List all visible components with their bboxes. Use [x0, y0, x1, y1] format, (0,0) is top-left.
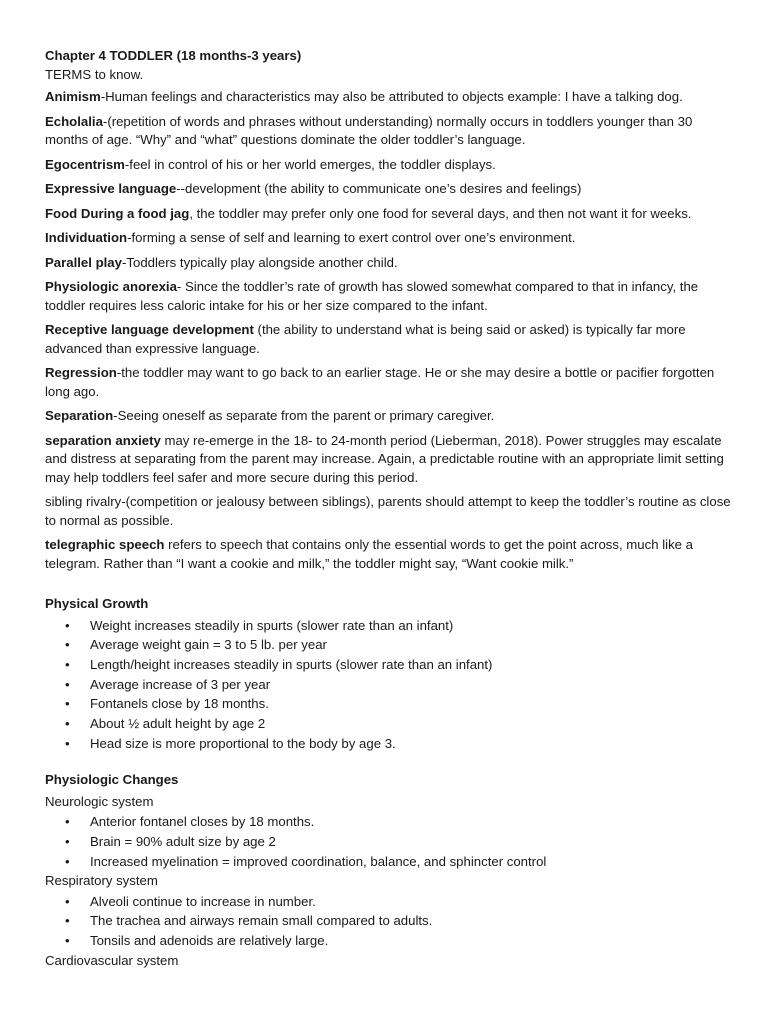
- bullet-item: • Weight increases steadily in spurts (slower rate than an infant): [45, 617, 735, 636]
- term-text: forming a sense of self and learning to exert control over one’s environment.: [131, 230, 576, 245]
- term-name: Receptive language development: [45, 322, 254, 337]
- term-text: feel in control of his or her world emerges, the toddler displays.: [129, 156, 496, 172]
- respiratory-system-list: [45, 893, 735, 951]
- bullet-item: • Average weight gain = 3 to 5 lb. per year: [45, 636, 735, 655]
- bullet-item: • Alveoli continue to increase in number.: [45, 893, 735, 912]
- document-content: [45, 47, 735, 970]
- term-name: Individuation: [45, 230, 128, 245]
- term-definition: [45, 156, 735, 175]
- physiologic-changes-heading: Physiologic Changes: [45, 772, 179, 788]
- physical-growth-heading: Physical Growth: [45, 596, 149, 611]
- term-name: Food During a food jag: [45, 205, 190, 221]
- terms-heading: TERMS to know.: [45, 66, 144, 82]
- term-text: Since the toddler’s rate of growth has slowed somewhat compared to that in infancy, the toddler requires less caloric intake for his or her size compared to the infant.: [45, 279, 699, 313]
- bullet-item: • Average increase of 3 per year: [45, 676, 735, 695]
- term-text: Seeing oneself as separate from the parent or primary caregiver.: [117, 408, 495, 423]
- term-text: (repetition of words and phrases without understanding) normally occurs in toddlers younger than 30 months of age. “Why” and “what” questions dominate the older toddler’s language.: [45, 113, 693, 147]
- term-definition: [45, 180, 735, 199]
- term-name: Physiologic anorexia: [45, 279, 177, 294]
- bullet-item: • Head size is more proportional to the body by age 3.: [45, 735, 735, 754]
- term-text: the toddler may want to go back to an earlier stage. He or she may desire a bottle or pacifier forgotten long ago.: [45, 365, 715, 399]
- bullet-item: • The trachea and airways remain small compared to adults.: [45, 912, 735, 931]
- term-name: Egocentrism: [45, 156, 125, 172]
- term-definition: [45, 407, 735, 426]
- terms-list: [45, 88, 735, 573]
- term-name: Parallel play: [45, 254, 122, 270]
- term-definition: [45, 88, 735, 107]
- term-name: Separation: [45, 408, 114, 423]
- term-separator: -: [116, 365, 122, 380]
- term-separator: -: [113, 408, 118, 423]
- neurologic-system-label: Neurologic system: [45, 793, 154, 809]
- term-separator: -: [121, 254, 127, 270]
- term-definition: [45, 278, 735, 315]
- term-separator: -: [102, 113, 108, 129]
- physical-growth-list: [45, 617, 735, 754]
- term-name: Regression: [45, 365, 117, 380]
- term-text: development (the ability to communicate one’s desires and feelings): [185, 181, 582, 196]
- term-definition: [45, 113, 735, 150]
- term-separator: -: [124, 156, 130, 172]
- bullet-item: • About ½ adult height by age 2: [45, 715, 735, 734]
- term-text: may re-emerge in the 18- to 24-month period (Lieberman, 2018). Power struggles may escalate and distress at separating from the parent may increase. Again, a predictable routine with an appropriate limit setting may help toddlers feel safer and more secure during this period.: [45, 432, 724, 485]
- term-name: telegraphic speech: [45, 537, 165, 552]
- term-separator: -: [100, 89, 106, 104]
- term-name: Echolalia: [45, 113, 103, 129]
- bullet-item: • Brain = 90% adult size by age 2: [45, 833, 735, 852]
- term-separator: -: [127, 230, 132, 245]
- term-text: Toddlers typically play alongside another child.: [126, 254, 398, 270]
- term-definition: [45, 432, 735, 488]
- term-definition: [45, 205, 735, 224]
- term-name: separation anxiety: [45, 432, 161, 448]
- term-text: sibling rivalry-(competition or jealousy between siblings), parents should attempt to keep the toddler’s routine as close to normal as possible.: [45, 494, 731, 528]
- term-name: Expressive language: [45, 181, 177, 196]
- term-definition: [45, 493, 735, 530]
- term-definition: [45, 536, 735, 573]
- term-definition: [45, 254, 735, 273]
- bullet-item: • Anterior fontanel closes by 18 months.: [45, 813, 735, 832]
- term-separator: ,: [189, 205, 197, 221]
- term-text: (the ability to understand what is being said or asked) is typically far more advanced than expressive language.: [45, 322, 686, 356]
- bullet-item: • Fontanels close by 18 months.: [45, 695, 735, 714]
- respiratory-system-label: Respiratory system: [45, 873, 158, 889]
- cardiovascular-system-label: Cardiovascular system: [45, 952, 179, 968]
- term-separator: --: [176, 181, 186, 196]
- term-definition: [45, 229, 735, 248]
- term-definition: [45, 364, 735, 401]
- term-text: refers to speech that contains only the essential words to get the point across, much like a telegram. Rather than “I want a cookie and milk,” the toddler might say, “Want cookie milk.”: [45, 537, 693, 571]
- neurologic-system-list: [45, 813, 735, 871]
- bullet-item: • Increased myelination = improved coordination, balance, and sphincter control: [45, 853, 735, 872]
- term-definition: [45, 321, 735, 358]
- bullet-item: • Length/height increases steadily in spurts (slower rate than an infant): [45, 656, 735, 675]
- term-name: Animism: [45, 89, 101, 104]
- bullet-item: • Tonsils and adenoids are relatively large.: [45, 932, 735, 951]
- chapter-title: Chapter 4 TODDLER (18 months-3 years): [45, 48, 302, 63]
- term-text: Human feelings and characteristics may also be attributed to objects example: I have a talking dog.: [105, 89, 683, 104]
- term-separator: -: [176, 279, 185, 294]
- term-text: the toddler may prefer only one food for several days, and then not want it for weeks.: [196, 205, 692, 221]
